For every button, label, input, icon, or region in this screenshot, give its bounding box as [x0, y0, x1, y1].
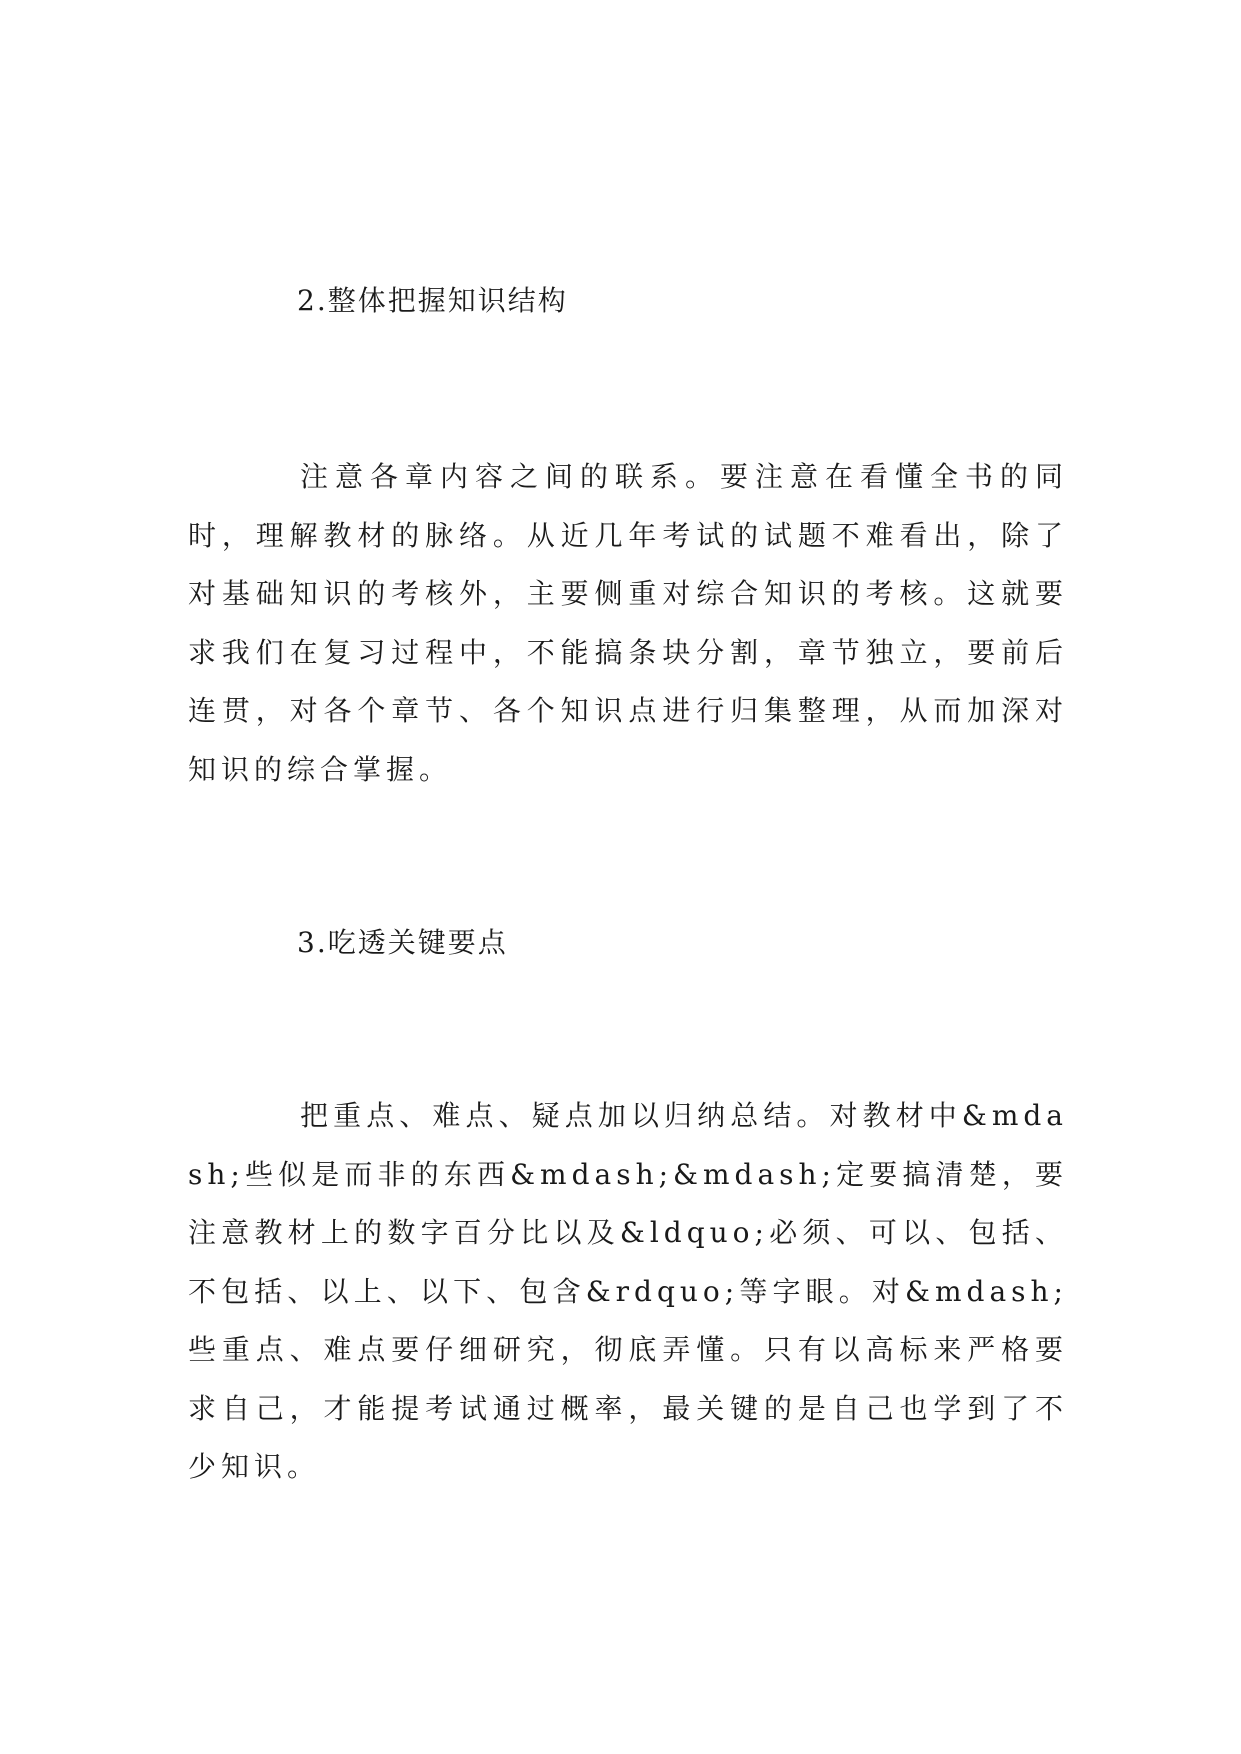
body-paragraph: 把重点、难点、疑点加以归纳总结。对教材中&mdash;些似是而非的东西&mdash;&mdash;定要搞清楚，要注意教材上的数字百分比以及&ldquo;必须、可以、包括、不包括、以上、以下、包含&rdquo;等字眼。对&mdash;些重点、难点要仔细研究，彻底弄懂。只有以高标来严格要求自己，才能提考试通过概率，最关键的是自己也学到了不少知识。 — [188, 1099, 1068, 1483]
section-heading: 2.整体把握知识结构 — [297, 284, 568, 317]
body-paragraph: 注意各章内容之间的联系。要注意在看懂全书的同时，理解教材的脉络。从近几年考试的试题不难看出，除了对基础知识的考核外，主要侧重对综合知识的考核。这就要求我们在复习过程中，不能搞条块分割，章节独立，要前后连贯，对各个章节、各个知识点进行归集整理，从而加深对知识的综合掌握。 — [188, 460, 1068, 786]
section-heading: 3.吃透关键要点 — [297, 926, 508, 959]
